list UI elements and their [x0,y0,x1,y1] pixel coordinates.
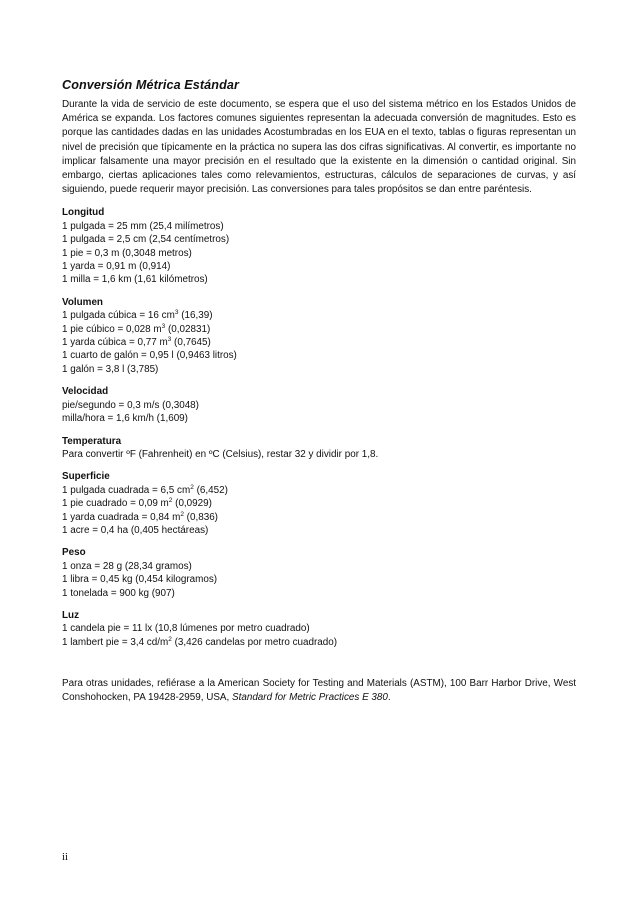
conversion-precise: (0,836) [183,511,218,523]
reference-end: . [387,692,391,704]
conversion-line [62,573,576,586]
section-heading: Volumen [62,296,103,308]
unit-exponent: 3 [161,322,166,330]
conversion-text: 1 pie cuadrado = 0,09 m [62,498,169,510]
conversion-text: 1 pulgada = 2,5 cm (2,54 centímetros) [62,234,230,246]
conversion-precise: (3,426 candelas por metro cuadrado) [171,636,338,648]
section-heading: Temperatura [62,435,122,447]
unit-exponent: 2 [190,483,194,491]
conversion-text: 1 libra = 0,45 kg (0,454 kilogramos) [62,574,218,586]
section-heading: Peso [62,547,86,559]
conversion-line [62,260,576,273]
conversion-line [62,636,576,649]
conversion-line [62,587,576,600]
conversion-line [62,349,576,362]
page-number: ii [62,851,69,863]
conversion-precise: (0,0929) [172,498,212,510]
conversion-line [62,560,576,573]
conversion-text: 1 pulgada cúbica = 16 cm [62,310,175,322]
conversion-text: 1 milla = 1,6 km (1,61 kilómetros) [62,274,208,286]
unit-exponent: 2 [180,510,184,518]
page-title: Conversión Métrica Estándar [62,78,239,92]
conversion-line [62,323,576,336]
conversion-line [62,233,576,246]
unit-exponent: 3 [167,336,172,344]
conversion-text: milla/hora = 1,6 km/h (1,609) [62,413,188,425]
conversion-line [62,399,576,412]
conversion-line [62,336,576,349]
conversion-text: 1 galón = 3,8 l (3,785) [62,363,159,375]
conversion-text: pie/segundo = 0,3 m/s (0,3048) [62,399,199,411]
intro-paragraph: Durante la vida de servicio de este documento, se espera que el uso del sistema métrico en los Estados Unidos de América se expanda. Los factores comunes siguientes representan la adecuada conversión de magnitudes. Esto es porque las cantidades dadas en las unidades Acostumbradas en los EUA en el texto, tablas o figuras representan un nivel de precisión que típicamente en la práctica no supera las dos cifras significativas. Al convertir, es importante no implicar falsamente una mayor precisión en el resultado que la existente en la dimensión o cantidad original. Sin embargo, ciertas aplicaciones tales como relevamientos, estructuras, cálculos de separaciones de curvas, y así siguiendo, puede requerir mayor precisión. Las conversiones para tales propósitos se dan entre paréntesis. [62,99,576,196]
conversion-text: 1 pie = 0,3 m (0,3048 metros) [62,247,192,259]
conversion-text: Para convertir ºF (Fahrenheit) en ºC (Celsius), restar 32 y dividir por 1,8. [62,448,379,460]
unit-exponent: 2 [168,497,173,505]
conversion-text: 1 pie cúbico = 0,028 m [62,323,162,335]
conversion-line [62,524,576,537]
conversion-precise: (0,7645) [171,337,211,349]
conversion-text: 1 yarda cúbica = 0,77 m [62,337,168,349]
conversion-text: 1 cuarto de galón = 0,95 l (0,9463 litros) [62,350,237,362]
conversion-text: 1 lambert pie = 3,4 cd/m [62,636,169,648]
conversion-precise: (0,02831) [165,323,211,335]
conversion-line [62,497,576,510]
section-volumen [62,296,576,376]
conversion-text: 1 pulgada cuadrada = 6,5 cm [62,484,191,496]
conversion-text: 1 tonelada = 900 kg (907) [62,587,175,599]
section-heading: Luz [62,609,80,621]
reference-paragraph [62,677,576,705]
conversion-text: 1 yarda cuadrada = 0,84 m [62,511,181,523]
conversion-line [62,484,576,497]
conversion-line [62,622,576,635]
section-heading: Longitud [62,207,105,219]
unit-exponent: 3 [174,309,179,317]
conversion-precise: (6,452) [193,484,228,496]
conversion-text: 1 onza = 28 g (28,34 gramos) [62,560,192,572]
conversion-line [62,363,576,376]
section-temperatura [62,435,576,462]
conversion-line [62,220,576,233]
conversion-text: 1 pulgada = 25 mm (25,4 milímetros) [62,220,224,232]
conversion-text: 1 yarda = 0,91 m (0,914) [62,261,171,273]
section-heading: Velocidad [62,386,109,398]
section-luz [62,609,576,649]
document-page [62,78,576,716]
section-superficie [62,470,576,537]
conversion-line [62,412,576,425]
conversion-line [62,511,576,524]
section-peso [62,546,576,600]
reference-text: Para otras unidades, refiérase a la American Society for Testing and Materials (ASTM), 100 Barr Harbor Drive, West Conshohocken, PA 19428-2959, USA, [62,678,576,704]
conversion-line [62,247,576,260]
section-velocidad [62,385,576,425]
conversion-text: 1 candela pie = 11 lx (10,8 lúmenes por metro cuadrado) [62,623,310,635]
conversion-precise: (16,39) [178,310,213,322]
conversion-line [62,448,576,461]
conversion-line [62,273,576,286]
standard-title: Standard for Metric Practices E 380 [232,692,388,704]
conversion-text: 1 acre = 0,4 ha (0,405 hectáreas) [62,524,209,536]
unit-exponent: 2 [168,635,172,643]
conversion-sections [62,206,576,649]
section-heading: Superficie [62,471,110,483]
section-longitud [62,206,576,286]
conversion-line [62,309,576,322]
